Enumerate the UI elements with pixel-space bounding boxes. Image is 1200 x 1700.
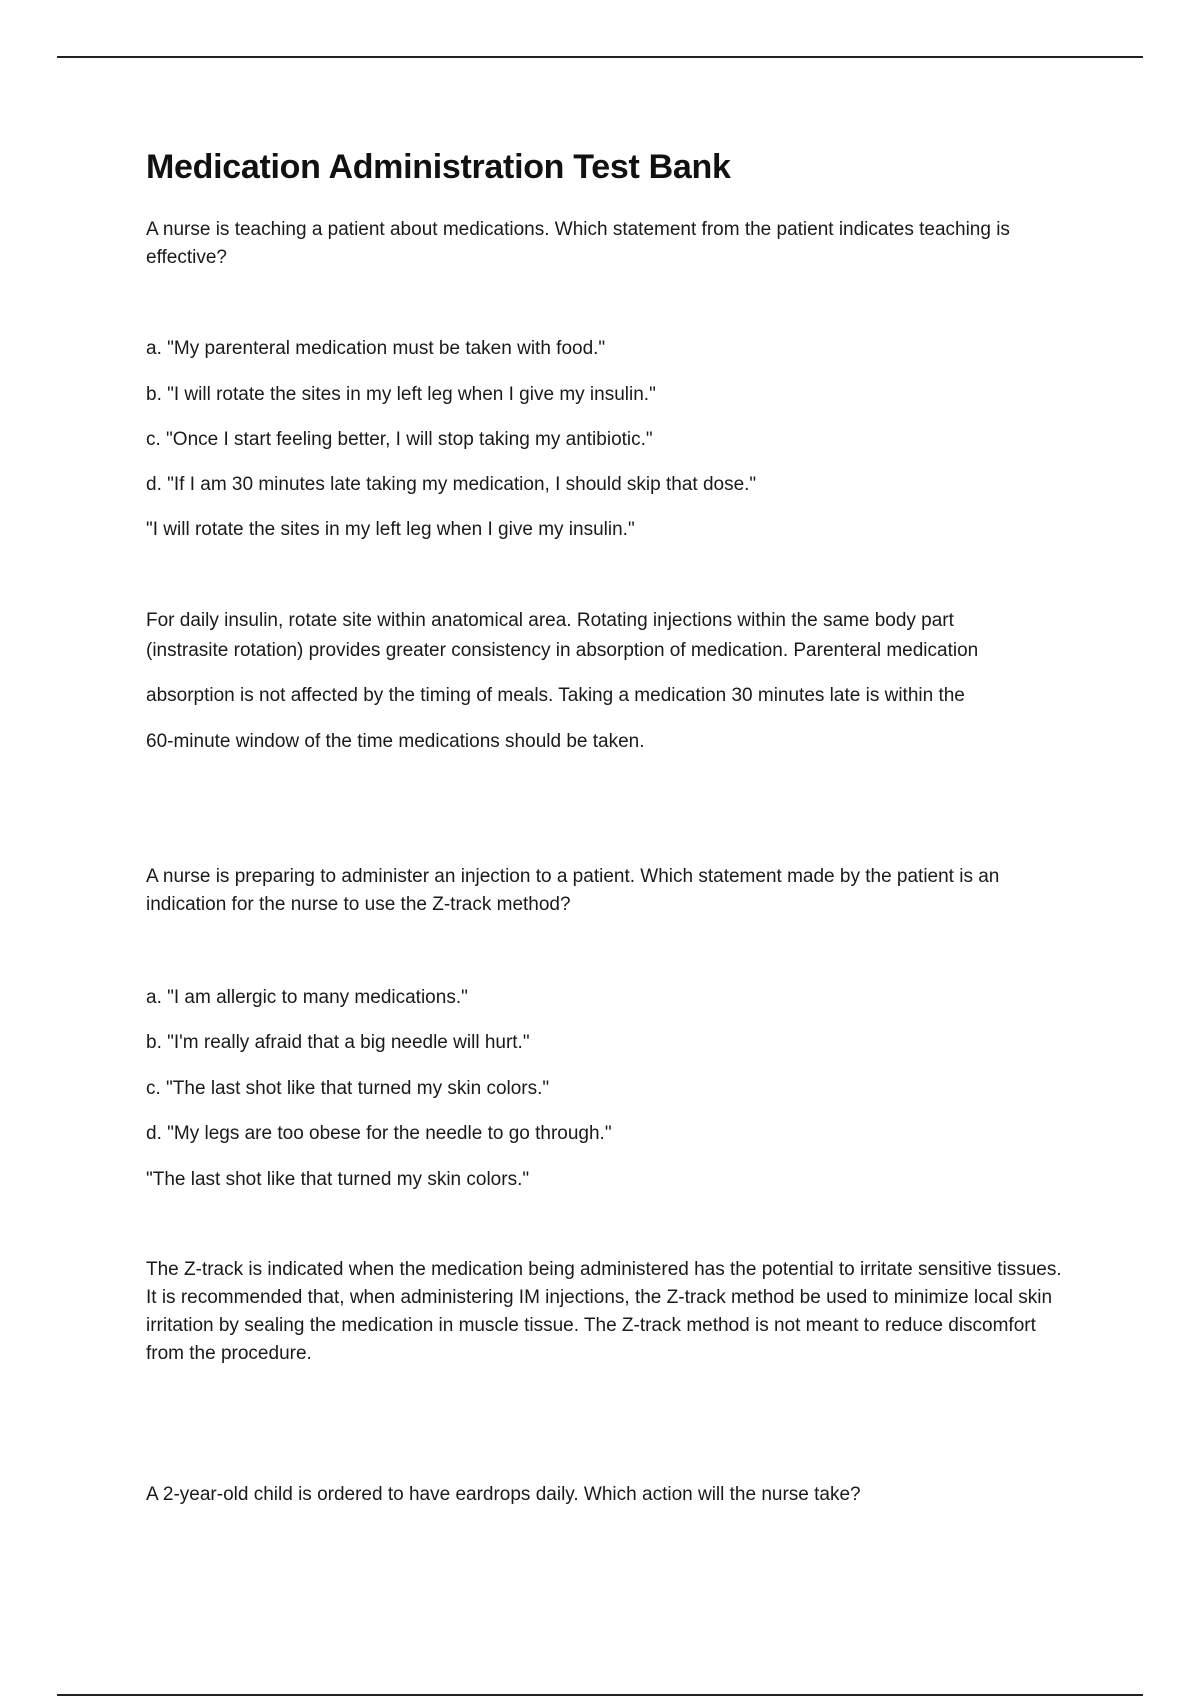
question-1-rationale-line-4: 60-minute window of the time medications should be taken.	[146, 731, 645, 752]
question-1-rationale-line-3: absorption is not affected by the timing of meals. Taking a medication 30 minutes late is within the	[146, 685, 965, 706]
question-1-option-d: d. "If I am 30 minutes late taking my medication, I should skip that dose."	[146, 474, 757, 495]
bottom-divider	[57, 1694, 1143, 1696]
question-3-stem: A 2-year-old child is ordered to have eardrops daily. Which action will the nurse take?	[146, 1484, 861, 1505]
question-1-option-a: a. "My parenteral medication must be taken with food."	[146, 338, 606, 359]
question-2-option-d: d. "My legs are too obese for the needle to go through."	[146, 1123, 612, 1144]
question-2-rationale: The Z-track is indicated when the medication being administered has the potential to irritate sensitive tissues. It is recommended that, when administering IM injections, the Z-track method be used to minimize local skin irritation by sealing the medication in muscle tissue. The Z-track method is not meant to reduce discomfort from the procedure.	[146, 1259, 1062, 1364]
question-1-option-c: c. "Once I start feeling better, I will stop taking my antibiotic."	[146, 429, 653, 450]
question-1-rationale-line-2: (instrasite rotation) provides greater consistency in absorption of medication. Parenteral medication	[146, 640, 979, 661]
question-2-stem: A nurse is preparing to administer an injection to a patient. Which statement made by the patient is an indication for the nurse to use the Z-track method?	[146, 866, 1000, 915]
question-2-answer: "The last shot like that turned my skin colors."	[146, 1169, 530, 1190]
document-title: Medication Administration Test Bank	[146, 148, 731, 186]
question-2-option-c: c. "The last shot like that turned my skin colors."	[146, 1078, 550, 1099]
question-1-stem: A nurse is teaching a patient about medications. Which statement from the patient indicates teaching is effective?	[146, 219, 1010, 268]
question-2-option-a: a. "I am allergic to many medications."	[146, 987, 468, 1008]
question-2-option-b: b. "I'm really afraid that a big needle will hurt."	[146, 1032, 530, 1053]
question-1-option-b: b. "I will rotate the sites in my left leg when I give my insulin."	[146, 384, 656, 405]
question-1-answer: "I will rotate the sites in my left leg when I give my insulin."	[146, 519, 635, 540]
top-divider	[57, 56, 1143, 58]
question-1-rationale-line-1: For daily insulin, rotate site within anatomical area. Rotating injections within the same body part	[146, 610, 954, 631]
